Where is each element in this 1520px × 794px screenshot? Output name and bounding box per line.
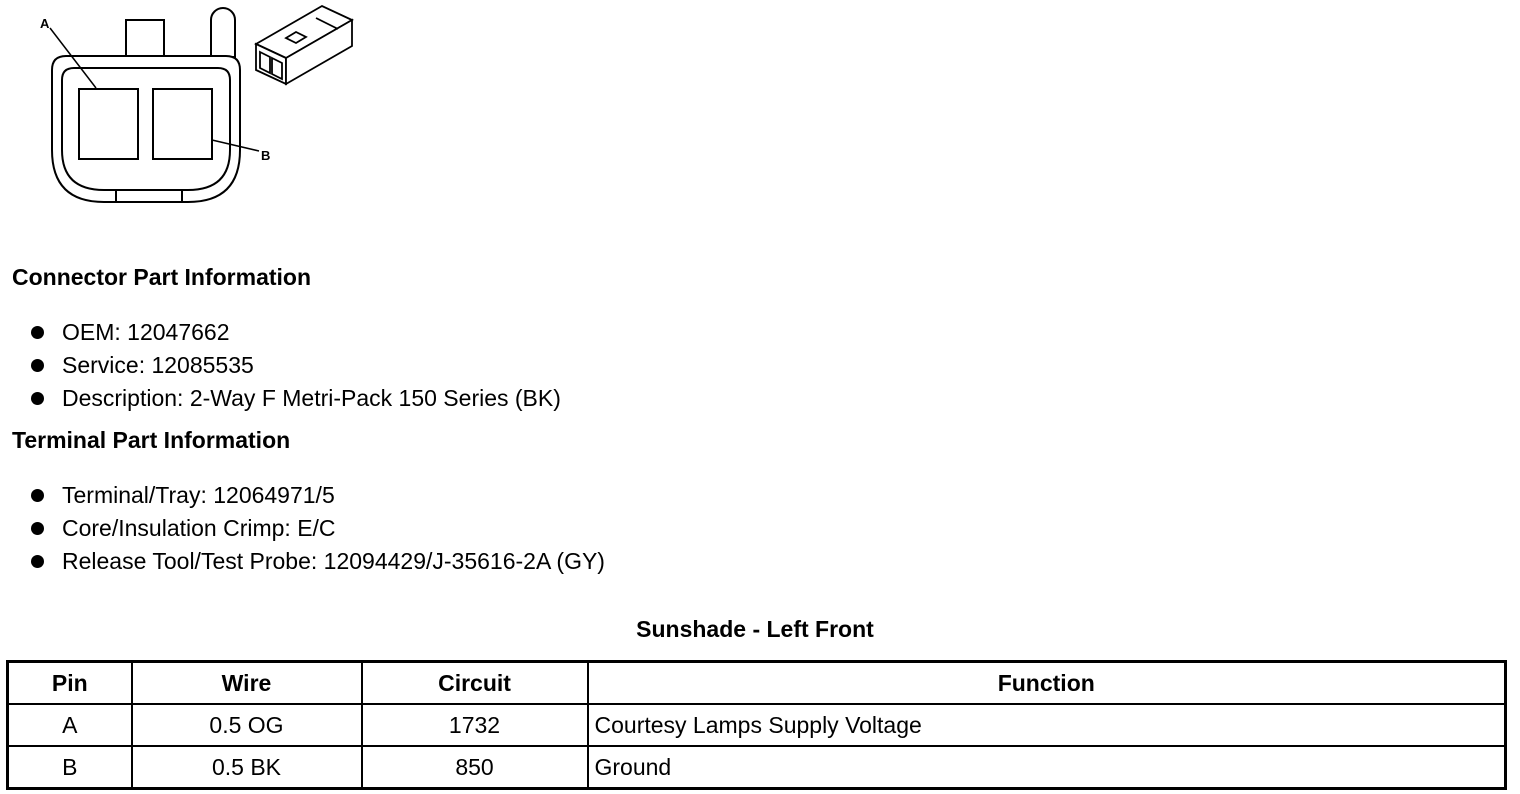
table-header-row [8,662,1506,705]
cell-circuit: 850 [362,746,588,789]
cell-circuit: 1732 [362,704,588,746]
cell-function: Courtesy Lamps Supply Voltage [588,704,1506,746]
connector-post [211,8,235,57]
list-item: Description: 2-Way F Metri-Pack 150 Series (BK) [28,382,561,415]
cell-wire: 0.5 OG [132,704,362,746]
header-circuit: Circuit [362,662,588,705]
table-title: Sunshade - Left Front [636,616,874,642]
list-item: Release Tool/Test Probe: 12094429/J-35616-2A (GY) [28,545,605,578]
header-wire: Wire [132,662,362,705]
pinout-table [6,660,1507,790]
cell-function: Ground [588,746,1506,789]
pin-label-b: B [261,148,271,163]
connector-diagram [0,0,380,215]
list-item: Terminal/Tray: 12064971/5 [28,479,605,512]
list-item: OEM: 12047662 [28,316,561,349]
connector-latch [126,20,164,57]
cell-pin: A [8,704,132,746]
cell-pin: B [8,746,132,789]
terminal-part-info-title: Terminal Part Information [12,427,291,453]
list-item: Core/Insulation Crimp: E/C [28,512,605,545]
header-pin: Pin [8,662,132,705]
terminal-part-info-list [28,479,605,578]
cell-wire: 0.5 BK [132,746,362,789]
connector-isometric-icon [256,6,352,84]
table-row [8,704,1506,746]
connector-part-info-title: Connector Part Information [12,264,312,290]
table-row [8,746,1506,789]
list-item: Service: 12085535 [28,349,561,382]
header-function: Function [588,662,1506,705]
pin-label-a: A [40,16,50,31]
connector-part-info-list [28,316,561,415]
